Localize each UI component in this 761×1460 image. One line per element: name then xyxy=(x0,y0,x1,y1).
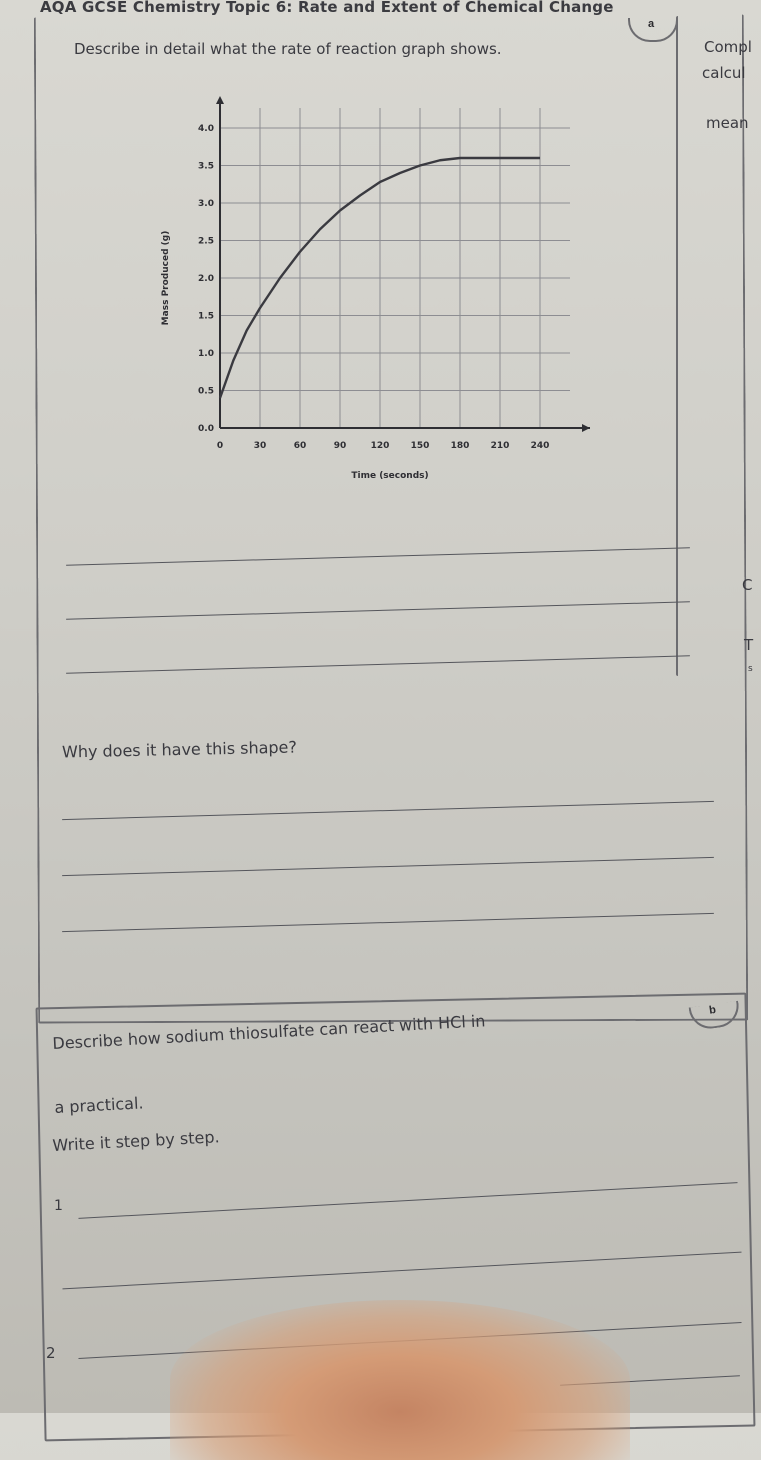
x-tick-label: 210 xyxy=(490,441,510,451)
y-tick-label: 4.0 xyxy=(198,124,214,134)
y-axis-arrow xyxy=(216,96,224,104)
tab-label-a: a xyxy=(648,18,655,30)
rate-of-reaction-graph xyxy=(150,90,590,490)
question-b-prompt-line-3: Write it step by step. xyxy=(52,1127,220,1155)
y-tick-label: 3.0 xyxy=(198,199,214,209)
y-tick-label: 0.0 xyxy=(198,424,214,434)
question-a-follow-up: Why does it have this shape? xyxy=(61,737,298,762)
step-1-number: 1 xyxy=(54,1198,63,1214)
x-tick-label: 30 xyxy=(253,441,267,451)
right-col-line-1: Compl xyxy=(704,38,752,56)
right-col-line-2: calcul xyxy=(702,64,746,82)
x-tick-label: 90 xyxy=(333,441,347,451)
x-tick-label: 150 xyxy=(410,441,430,451)
right-col-letter-t: T xyxy=(744,636,754,654)
y-tick-label: 2.5 xyxy=(198,236,214,247)
question-b-prompt-line-2: a practical. xyxy=(54,1093,144,1117)
y-tick-label: 0.5 xyxy=(198,386,214,397)
right-col-letter-c: C xyxy=(742,576,753,594)
y-tick-label: 3.5 xyxy=(198,161,214,172)
y-axis-label: Mass Produced (g) xyxy=(161,230,171,326)
question-a-prompt: Describe in detail what the rate of reaction graph shows. xyxy=(74,40,502,58)
tab-label-b: b xyxy=(708,1003,717,1017)
y-tick-label: 1.0 xyxy=(198,349,214,359)
x-axis-arrow xyxy=(582,424,590,432)
x-tick-label: 60 xyxy=(293,441,307,451)
x-tick-label: 120 xyxy=(370,441,390,451)
x-axis-label: Time (seconds) xyxy=(351,471,429,481)
x-tick-label: 180 xyxy=(450,441,470,451)
x-tick-label: 0 xyxy=(216,441,224,451)
x-tick-label: 240 xyxy=(530,441,550,451)
hand-shadow xyxy=(170,1300,630,1460)
y-tick-label: 1.5 xyxy=(198,311,214,322)
graph-svg xyxy=(150,90,590,490)
right-col-letter-s: s xyxy=(748,664,753,674)
right-col-line-3: mean xyxy=(706,114,749,132)
step-2-number: 2 xyxy=(46,1344,56,1362)
worksheet-title: AQA GCSE Chemistry Topic 6: Rate and Extent of Chemical Change xyxy=(40,0,614,16)
y-tick-label: 2.0 xyxy=(198,274,214,284)
question-b-prompt-line-1: Describe how sodium thiosulfate can react with HCl in xyxy=(52,1011,486,1053)
